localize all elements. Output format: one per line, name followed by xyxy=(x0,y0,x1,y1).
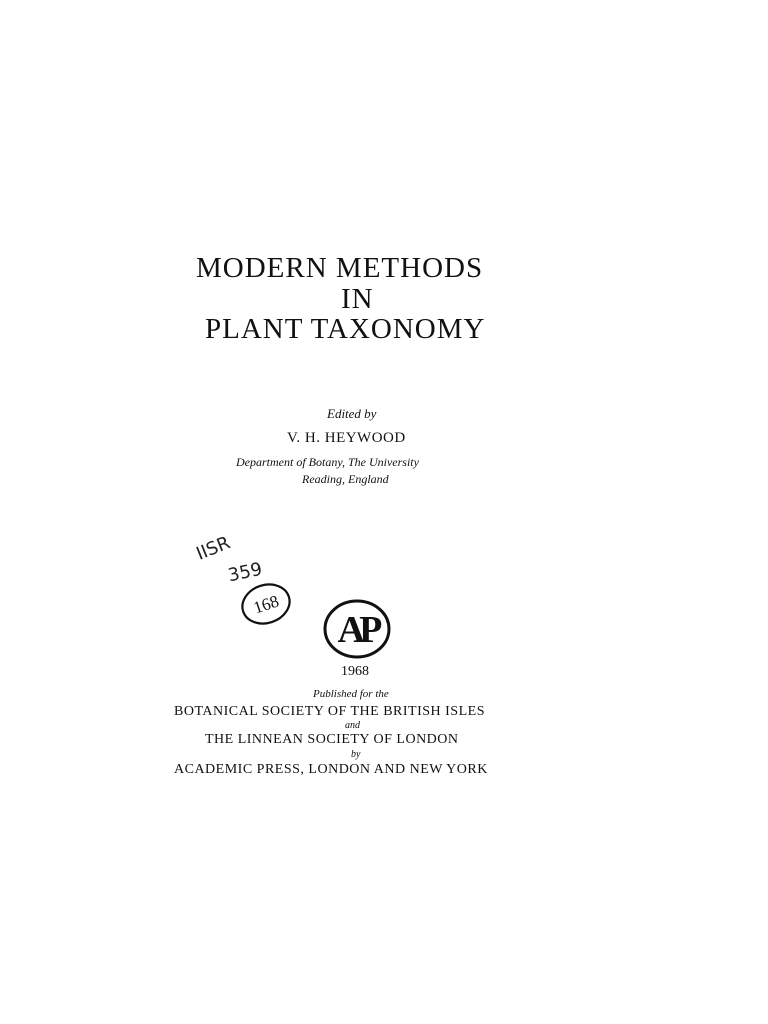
editor-affiliation-line-1: Department of Botany, The University xyxy=(236,455,419,469)
circled-number-stamp xyxy=(238,580,298,630)
editor-name: V. H. HEYWOOD xyxy=(287,430,406,446)
publisher-name: ACADEMIC PRESS, LONDON AND NEW YORK xyxy=(174,762,488,777)
title-line-3: PLANT TAXONOMY xyxy=(205,313,486,345)
title-line-1: MODERN METHODS xyxy=(196,252,484,284)
edited-by-label: Edited by xyxy=(327,406,377,421)
handwritten-library-code: IISR xyxy=(193,532,234,565)
by-label: by xyxy=(351,749,361,760)
circled-number-text: 168 xyxy=(251,591,282,618)
publisher-logo xyxy=(322,598,392,660)
handwritten-library-number: 359 xyxy=(226,558,265,587)
publisher-logo-text: AP xyxy=(337,609,377,651)
and-label: and xyxy=(345,720,360,731)
editor-affiliation-line-2: Reading, England xyxy=(302,472,389,486)
society-2-name: THE LINNEAN SOCIETY OF LONDON xyxy=(205,732,459,747)
publication-year: 1968 xyxy=(341,664,369,679)
society-1-name: BOTANICAL SOCIETY OF THE BRITISH ISLES xyxy=(174,704,485,719)
title-line-2: IN xyxy=(341,283,374,315)
published-for-label: Published for the xyxy=(313,688,389,700)
